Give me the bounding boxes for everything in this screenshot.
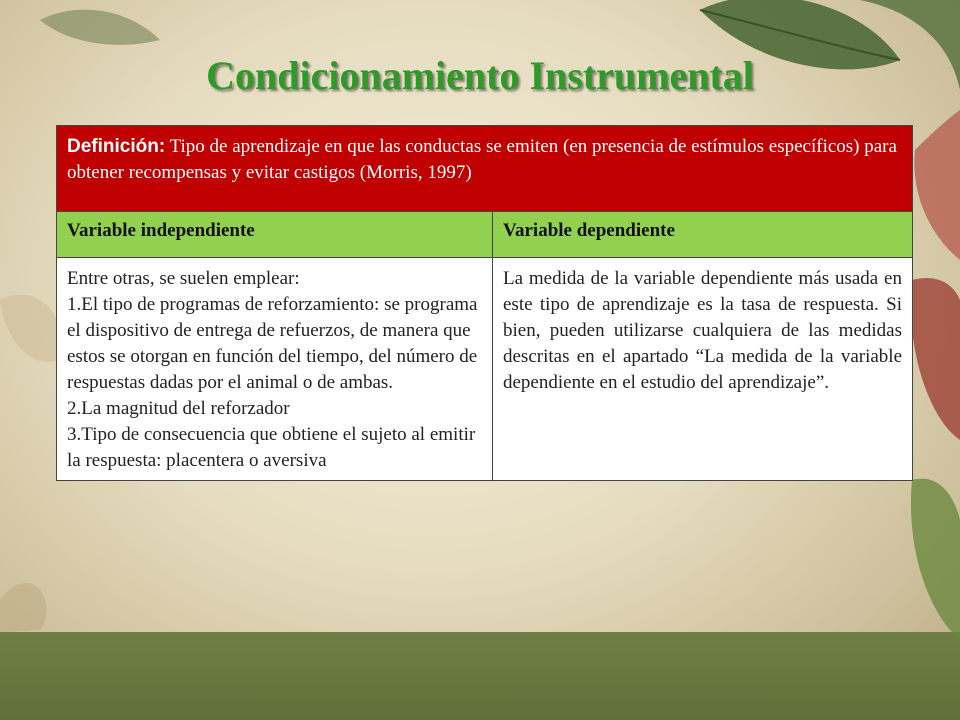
definition-text: Tipo de aprendizaje en que las conductas se emiten (en presencia de estímulos específicos) para obtener recompensas y evitar castigos (Morris, 1997) <box>67 136 897 183</box>
independent-variable-cell <box>57 258 493 481</box>
independent-variable-header: Variable independiente <box>57 212 493 258</box>
dependent-text: La medida de la variable dependiente más usada en este tipo de aprendizaje es la tasa de respuesta. Si bien, pueden utilizarse cualquiera de las medidas descritas en el apartado “La medida de la variable dependiente en el estudio del aprendizaje”. <box>503 268 902 394</box>
independent-item-3: 3.Tipo de consecuencia que obtiene el sujeto al emitir la respuesta: placentera o aversiva <box>67 424 476 472</box>
body-row <box>57 258 913 481</box>
leaf-right-lower-icon <box>911 278 960 440</box>
definition-row <box>57 126 913 212</box>
leaf-right-upper-icon <box>914 110 960 260</box>
independent-intro: Entre otras, se suelen emplear: <box>67 268 300 289</box>
slide-title <box>0 52 960 99</box>
dependent-variable-cell <box>493 258 913 481</box>
slide-title-text: Condicionamiento Instrumental <box>206 53 754 98</box>
leaf-right-bottom-icon <box>911 479 960 640</box>
leaf-top-left-icon <box>40 10 160 45</box>
definition-cell <box>57 126 913 212</box>
independent-item-2: 2.La magnitud del reforzador <box>67 398 290 420</box>
content-table <box>56 125 913 481</box>
dependent-variable-header: Variable dependiente <box>493 212 913 258</box>
independent-item-1: 1.El tipo de programas de reforzamiento: se programa el dispositivo de entrega de refuerzos, de manera que estos se otorgan en función del tiempo, del número de respuestas dadas por el animal o de ambas. <box>67 294 478 394</box>
header-row <box>57 212 913 258</box>
definition-label: Definición: <box>67 136 166 157</box>
